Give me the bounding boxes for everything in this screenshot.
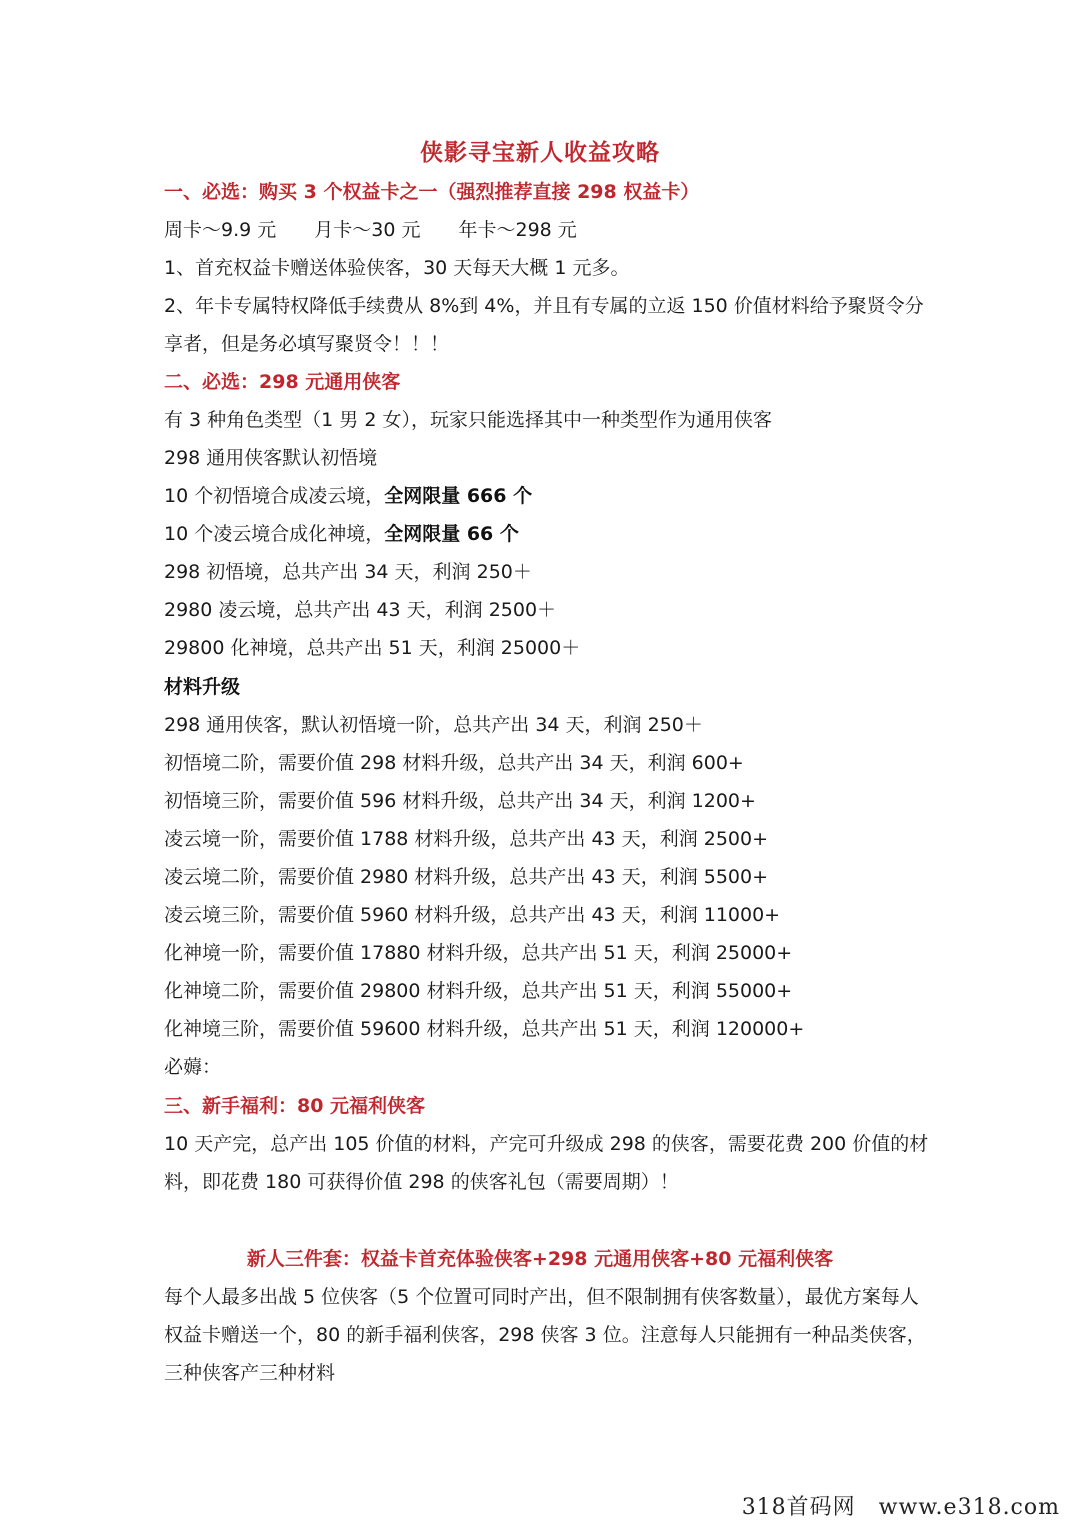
section1-point-1: 1、首充权益卡赠送体验侠客，30 天每天大概 1 元多。 bbox=[164, 257, 630, 279]
bundle-line-2: 权益卡赠送一个，80 的新手福利侠客，298 侠客 3 位。注意每人只能拥有一种品类侠客， bbox=[164, 1324, 926, 1346]
section2-line-1: 有 3 种角色类型（1 男 2 女），玩家只能选择其中一种类型作为通用侠客 bbox=[164, 409, 772, 431]
card-month-price: 月卡～30 元 bbox=[314, 219, 421, 241]
section2-line-2: 298 通用侠客默认初悟境 bbox=[164, 447, 378, 469]
must-earn-label: 必薅： bbox=[164, 1056, 222, 1078]
card-week-price: 周卡～9.9 元 bbox=[164, 219, 277, 241]
section2-line-3-text: 10 个初悟境合成凌云境， bbox=[164, 485, 385, 507]
card-year-price: 年卡～298 元 bbox=[458, 219, 577, 241]
limit-66-note: 全网限量 66 个 bbox=[384, 523, 519, 545]
section3-line-1: 10 天产完，总产出 105 价值的材料，产完可升级成 298 的侠客，需要花费 200 价值的材 bbox=[164, 1133, 929, 1155]
section2-line-4-text: 10 个凌云境合成化神境， bbox=[164, 523, 385, 545]
upgrade-row: 化神境二阶，需要价值 29800 材料升级，总共产出 51 天，利润 55000+ bbox=[164, 980, 793, 1002]
upgrade-row: 298 通用侠客，默认初悟境一阶，总共产出 34 天，利润 250＋ bbox=[164, 714, 703, 736]
bundle-heading: 新人三件套：权益卡首充体验侠客+298 元通用侠客+80 元福利侠客 bbox=[246, 1248, 834, 1270]
upgrade-heading: 材料升级 bbox=[164, 676, 241, 698]
upgrade-row: 凌云境一阶，需要价值 1788 材料升级，总共产出 43 天，利润 2500+ bbox=[164, 828, 769, 850]
section3-heading: 三、新手福利：80 元福利侠客 bbox=[164, 1095, 426, 1117]
page-title: 侠影寻宝新人收益攻略 bbox=[420, 140, 660, 166]
upgrade-row: 凌云境三阶，需要价值 5960 材料升级，总共产出 43 天，利润 11000+ bbox=[164, 904, 781, 926]
bundle-line-3: 三种侠客产三种材料 bbox=[164, 1362, 336, 1384]
section2-line-4 bbox=[164, 515, 519, 553]
section2-line-7: 29800 化神境，总共产出 51 天，利润 25000＋ bbox=[164, 637, 581, 659]
section3-line-2: 料，即花费 180 可获得价值 298 的侠客礼包（需要周期）！ bbox=[164, 1171, 679, 1193]
section2-line-3 bbox=[164, 477, 532, 515]
card-prices bbox=[164, 211, 577, 249]
watermark: 318首码网 www.e318.com bbox=[736, 1488, 1066, 1523]
upgrade-row: 凌云境二阶，需要价值 2980 材料升级，总共产出 43 天，利润 5500+ bbox=[164, 866, 769, 888]
upgrade-row: 初悟境二阶，需要价值 298 材料升级，总共产出 34 天，利润 600+ bbox=[164, 752, 744, 774]
limit-666-note: 全网限量 666 个 bbox=[384, 485, 533, 507]
section2-heading: 二、必选：298 元通用侠客 bbox=[164, 371, 401, 393]
section1-point-2b: 享者，但是务必填写聚贤令！！！ bbox=[164, 333, 450, 355]
bundle-line-1: 每个人最多出战 5 位侠客（5 个位置可同时产出，但不限制拥有侠客数量），最优方案每人 bbox=[164, 1286, 919, 1308]
section1-heading: 一、必选：购买 3 个权益卡之一（强烈推荐直接 298 权益卡） bbox=[164, 181, 700, 203]
upgrade-row: 初悟境三阶，需要价值 596 材料升级，总共产出 34 天，利润 1200+ bbox=[164, 790, 756, 812]
section1-point-2a: 2、年卡专属特权降低手续费从 8%到 4%，并且有专属的立返 150 价值材料给予聚贤令分 bbox=[164, 295, 924, 317]
section2-line-6: 2980 凌云境，总共产出 43 天，利润 2500＋ bbox=[164, 599, 557, 621]
upgrade-row: 化神境三阶，需要价值 59600 材料升级，总共产出 51 天，利润 120000+ bbox=[164, 1018, 805, 1040]
upgrade-row: 化神境一阶，需要价值 17880 材料升级，总共产出 51 天，利润 25000+ bbox=[164, 942, 793, 964]
section2-line-5: 298 初悟境，总共产出 34 天，利润 250＋ bbox=[164, 561, 532, 583]
